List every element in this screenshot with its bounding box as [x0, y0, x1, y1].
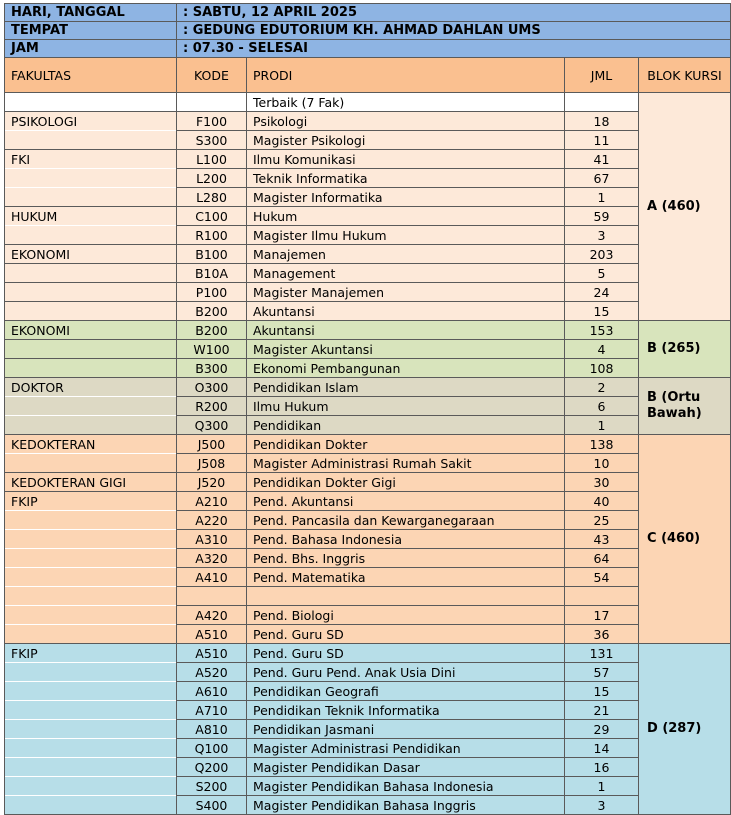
- cell-jml: 131: [565, 644, 639, 663]
- seating-table: [4, 3, 731, 815]
- cell-jml: 1: [565, 416, 639, 435]
- table-row: [5, 112, 731, 131]
- cell-kode: S400: [177, 796, 247, 815]
- blok-kursi-d: D (287): [639, 644, 731, 815]
- cell-jml: 25: [565, 511, 639, 530]
- cell-jml: [565, 587, 639, 606]
- cell-jml: 1: [565, 777, 639, 796]
- table-row: [5, 340, 731, 359]
- cell-kode: R100: [177, 226, 247, 245]
- table-row: [5, 796, 731, 815]
- info-value: : SABTU, 12 APRIL 2025: [177, 4, 731, 22]
- cell-jml: 1: [565, 188, 639, 207]
- table-row: [5, 245, 731, 264]
- blok-kursi-b-ortu: B (Ortu Bawah): [639, 378, 731, 435]
- cell-kode: Q300: [177, 416, 247, 435]
- cell-kode: B100: [177, 245, 247, 264]
- cell-fakultas: [5, 739, 177, 758]
- cell-fakultas: [5, 283, 177, 302]
- cell-jml: 15: [565, 682, 639, 701]
- cell-prodi: Magister Pendidikan Bahasa Indonesia: [247, 777, 565, 796]
- cell-fakultas: [5, 302, 177, 321]
- info-value: : 07.30 - SELESAI: [177, 40, 731, 58]
- table-row: [5, 359, 731, 378]
- cell-fakultas: [5, 777, 177, 796]
- cell-jml: 5: [565, 264, 639, 283]
- table-row: [5, 758, 731, 777]
- table-row: [5, 739, 731, 758]
- cell-prodi: Magister Pendidikan Bahasa Inggris: [247, 796, 565, 815]
- cell-fakultas: [5, 397, 177, 416]
- cell-jml: 54: [565, 568, 639, 587]
- cell-prodi: Magister Akuntansi: [247, 340, 565, 359]
- cell-prodi: Terbaik (7 Fak): [247, 93, 565, 112]
- table-row: [5, 131, 731, 150]
- cell-jml: 14: [565, 739, 639, 758]
- cell-kode: C100: [177, 207, 247, 226]
- table-row: [5, 701, 731, 720]
- cell-prodi: Ekonomi Pembangunan: [247, 359, 565, 378]
- cell-fakultas: EKONOMI: [5, 245, 177, 264]
- cell-kode: A320: [177, 549, 247, 568]
- cell-fakultas: [5, 93, 177, 112]
- cell-jml: 17: [565, 606, 639, 625]
- cell-kode: A310: [177, 530, 247, 549]
- table-row: [5, 720, 731, 739]
- cell-kode: J508: [177, 454, 247, 473]
- cell-kode: P100: [177, 283, 247, 302]
- cell-kode: S300: [177, 131, 247, 150]
- cell-prodi: Magister Informatika: [247, 188, 565, 207]
- cell-jml: 3: [565, 796, 639, 815]
- cell-kode: A520: [177, 663, 247, 682]
- cell-kode: R200: [177, 397, 247, 416]
- cell-jml: 29: [565, 720, 639, 739]
- cell-prodi: Pendidikan Dokter Gigi: [247, 473, 565, 492]
- table-row: [5, 663, 731, 682]
- table-row: [5, 492, 731, 511]
- cell-kode: A420: [177, 606, 247, 625]
- cell-jml: 43: [565, 530, 639, 549]
- cell-kode: L100: [177, 150, 247, 169]
- cell-prodi: Pend. Guru Pend. Anak Usia Dini: [247, 663, 565, 682]
- table-row: [5, 530, 731, 549]
- cell-fakultas: [5, 720, 177, 739]
- table-row: [5, 587, 731, 606]
- table-row: [5, 682, 731, 701]
- cell-jml: 67: [565, 169, 639, 188]
- cell-fakultas: KEDOKTERAN GIGI: [5, 473, 177, 492]
- blok-kursi-a: A (460): [639, 93, 731, 321]
- cell-fakultas: EKONOMI: [5, 321, 177, 340]
- cell-prodi: Ilmu Komunikasi: [247, 150, 565, 169]
- cell-jml: 16: [565, 758, 639, 777]
- cell-prodi: Ilmu Hukum: [247, 397, 565, 416]
- cell-prodi: Pendidikan Dokter: [247, 435, 565, 454]
- cell-kode: A810: [177, 720, 247, 739]
- table-row: [5, 150, 731, 169]
- cell-kode: Q200: [177, 758, 247, 777]
- cell-kode: B200: [177, 302, 247, 321]
- cell-fakultas: PSIKOLOGI: [5, 112, 177, 131]
- cell-fakultas: [5, 454, 177, 473]
- cell-kode: S200: [177, 777, 247, 796]
- cell-prodi: Pend. Bhs. Inggris: [247, 549, 565, 568]
- cell-fakultas: [5, 511, 177, 530]
- cell-fakultas: [5, 131, 177, 150]
- blok-kursi-c: C (460): [639, 435, 731, 644]
- table-row: [5, 549, 731, 568]
- cell-kode: A610: [177, 682, 247, 701]
- cell-prodi: Pend. Pancasila dan Kewarganegaraan: [247, 511, 565, 530]
- cell-kode: J500: [177, 435, 247, 454]
- cell-fakultas: [5, 359, 177, 378]
- cell-kode: A510: [177, 644, 247, 663]
- header-kode: KODE: [177, 58, 247, 93]
- cell-jml: 36: [565, 625, 639, 644]
- cell-fakultas: [5, 663, 177, 682]
- blok-kursi-b: B (265): [639, 321, 731, 378]
- info-value: : GEDUNG EDUTORIUM KH. AHMAD DAHLAN UMS: [177, 22, 731, 40]
- cell-jml: 21: [565, 701, 639, 720]
- cell-jml: 59: [565, 207, 639, 226]
- table-row: [5, 93, 731, 112]
- cell-prodi: [247, 587, 565, 606]
- cell-jml: 57: [565, 663, 639, 682]
- cell-jml: 10: [565, 454, 639, 473]
- cell-prodi: Psikologi: [247, 112, 565, 131]
- cell-jml: 24: [565, 283, 639, 302]
- cell-kode: B300: [177, 359, 247, 378]
- cell-prodi: Management: [247, 264, 565, 283]
- cell-prodi: Magister Psikologi: [247, 131, 565, 150]
- cell-fakultas: [5, 625, 177, 644]
- cell-prodi: Pendidikan Islam: [247, 378, 565, 397]
- info-row-place: [5, 22, 731, 40]
- cell-jml: 40: [565, 492, 639, 511]
- cell-prodi: Pend. Biologi: [247, 606, 565, 625]
- cell-kode: A510: [177, 625, 247, 644]
- info-row-date: [5, 4, 731, 22]
- cell-prodi: Pend. Akuntansi: [247, 492, 565, 511]
- cell-jml: 4: [565, 340, 639, 359]
- header-jml: JML: [565, 58, 639, 93]
- cell-fakultas: KEDOKTERAN: [5, 435, 177, 454]
- cell-fakultas: [5, 701, 177, 720]
- table-row: [5, 625, 731, 644]
- cell-fakultas: FKIP: [5, 492, 177, 511]
- cell-prodi: Magister Administrasi Rumah Sakit: [247, 454, 565, 473]
- table-row: [5, 378, 731, 397]
- cell-jml: 2: [565, 378, 639, 397]
- table-row: [5, 321, 731, 340]
- cell-kode: A210: [177, 492, 247, 511]
- cell-prodi: Pendidikan Jasmani: [247, 720, 565, 739]
- info-row-time: [5, 40, 731, 58]
- table-row: [5, 473, 731, 492]
- cell-jml: [565, 93, 639, 112]
- table-row: [5, 226, 731, 245]
- table-row: [5, 435, 731, 454]
- cell-fakultas: HUKUM: [5, 207, 177, 226]
- cell-prodi: Pend. Guru SD: [247, 625, 565, 644]
- info-label: JAM: [5, 40, 177, 58]
- cell-kode: F100: [177, 112, 247, 131]
- table-row: [5, 777, 731, 796]
- cell-fakultas: DOKTOR: [5, 378, 177, 397]
- cell-kode: B200: [177, 321, 247, 340]
- cell-fakultas: [5, 188, 177, 207]
- cell-jml: 64: [565, 549, 639, 568]
- table-row: [5, 207, 731, 226]
- cell-jml: 30: [565, 473, 639, 492]
- cell-prodi: Magister Manajemen: [247, 283, 565, 302]
- cell-fakultas: [5, 226, 177, 245]
- cell-kode: A710: [177, 701, 247, 720]
- cell-jml: 108: [565, 359, 639, 378]
- cell-kode: O300: [177, 378, 247, 397]
- cell-prodi: Pend. Bahasa Indonesia: [247, 530, 565, 549]
- table-header: [5, 58, 731, 93]
- cell-prodi: Akuntansi: [247, 302, 565, 321]
- cell-prodi: Akuntansi: [247, 321, 565, 340]
- cell-jml: 41: [565, 150, 639, 169]
- cell-jml: 138: [565, 435, 639, 454]
- header-fakultas: FAKULTAS: [5, 58, 177, 93]
- table-row: [5, 302, 731, 321]
- cell-jml: 153: [565, 321, 639, 340]
- cell-fakultas: [5, 340, 177, 359]
- cell-fakultas: FKIP: [5, 644, 177, 663]
- cell-kode: W100: [177, 340, 247, 359]
- cell-fakultas: [5, 530, 177, 549]
- cell-fakultas: [5, 264, 177, 283]
- cell-fakultas: [5, 587, 177, 606]
- cell-jml: 6: [565, 397, 639, 416]
- table-row: [5, 397, 731, 416]
- cell-fakultas: [5, 568, 177, 587]
- cell-fakultas: [5, 796, 177, 815]
- cell-kode: B10A: [177, 264, 247, 283]
- info-label: HARI, TANGGAL: [5, 4, 177, 22]
- cell-prodi: Hukum: [247, 207, 565, 226]
- cell-kode: J520: [177, 473, 247, 492]
- cell-fakultas: FKI: [5, 150, 177, 169]
- cell-prodi: Pendidikan Teknik Informatika: [247, 701, 565, 720]
- cell-jml: 18: [565, 112, 639, 131]
- table-row: [5, 568, 731, 587]
- cell-kode: A220: [177, 511, 247, 530]
- cell-fakultas: [5, 416, 177, 435]
- cell-prodi: Magister Administrasi Pendidikan: [247, 739, 565, 758]
- info-label: TEMPAT: [5, 22, 177, 40]
- cell-jml: 3: [565, 226, 639, 245]
- cell-prodi: Pendidikan: [247, 416, 565, 435]
- cell-prodi: Magister Ilmu Hukum: [247, 226, 565, 245]
- cell-fakultas: [5, 169, 177, 188]
- cell-fakultas: [5, 606, 177, 625]
- cell-prodi: Pend. Matematika: [247, 568, 565, 587]
- cell-fakultas: [5, 549, 177, 568]
- cell-fakultas: [5, 682, 177, 701]
- table-row: [5, 264, 731, 283]
- cell-kode: L200: [177, 169, 247, 188]
- cell-kode: A410: [177, 568, 247, 587]
- table-row: [5, 169, 731, 188]
- cell-jml: 15: [565, 302, 639, 321]
- table-row: [5, 644, 731, 663]
- table-row: [5, 606, 731, 625]
- cell-jml: 203: [565, 245, 639, 264]
- header-blok: BLOK KURSI: [639, 58, 731, 93]
- cell-prodi: Teknik Informatika: [247, 169, 565, 188]
- cell-kode: [177, 93, 247, 112]
- cell-kode: L280: [177, 188, 247, 207]
- table-row: [5, 454, 731, 473]
- cell-jml: 11: [565, 131, 639, 150]
- table-row: [5, 416, 731, 435]
- cell-fakultas: [5, 758, 177, 777]
- table-row: [5, 188, 731, 207]
- cell-kode: [177, 587, 247, 606]
- table-row: [5, 283, 731, 302]
- table-row: [5, 511, 731, 530]
- cell-prodi: Manajemen: [247, 245, 565, 264]
- cell-prodi: Pendidikan Geografi: [247, 682, 565, 701]
- cell-prodi: Pend. Guru SD: [247, 644, 565, 663]
- header-prodi: PRODI: [247, 58, 565, 93]
- cell-kode: Q100: [177, 739, 247, 758]
- cell-prodi: Magister Pendidikan Dasar: [247, 758, 565, 777]
